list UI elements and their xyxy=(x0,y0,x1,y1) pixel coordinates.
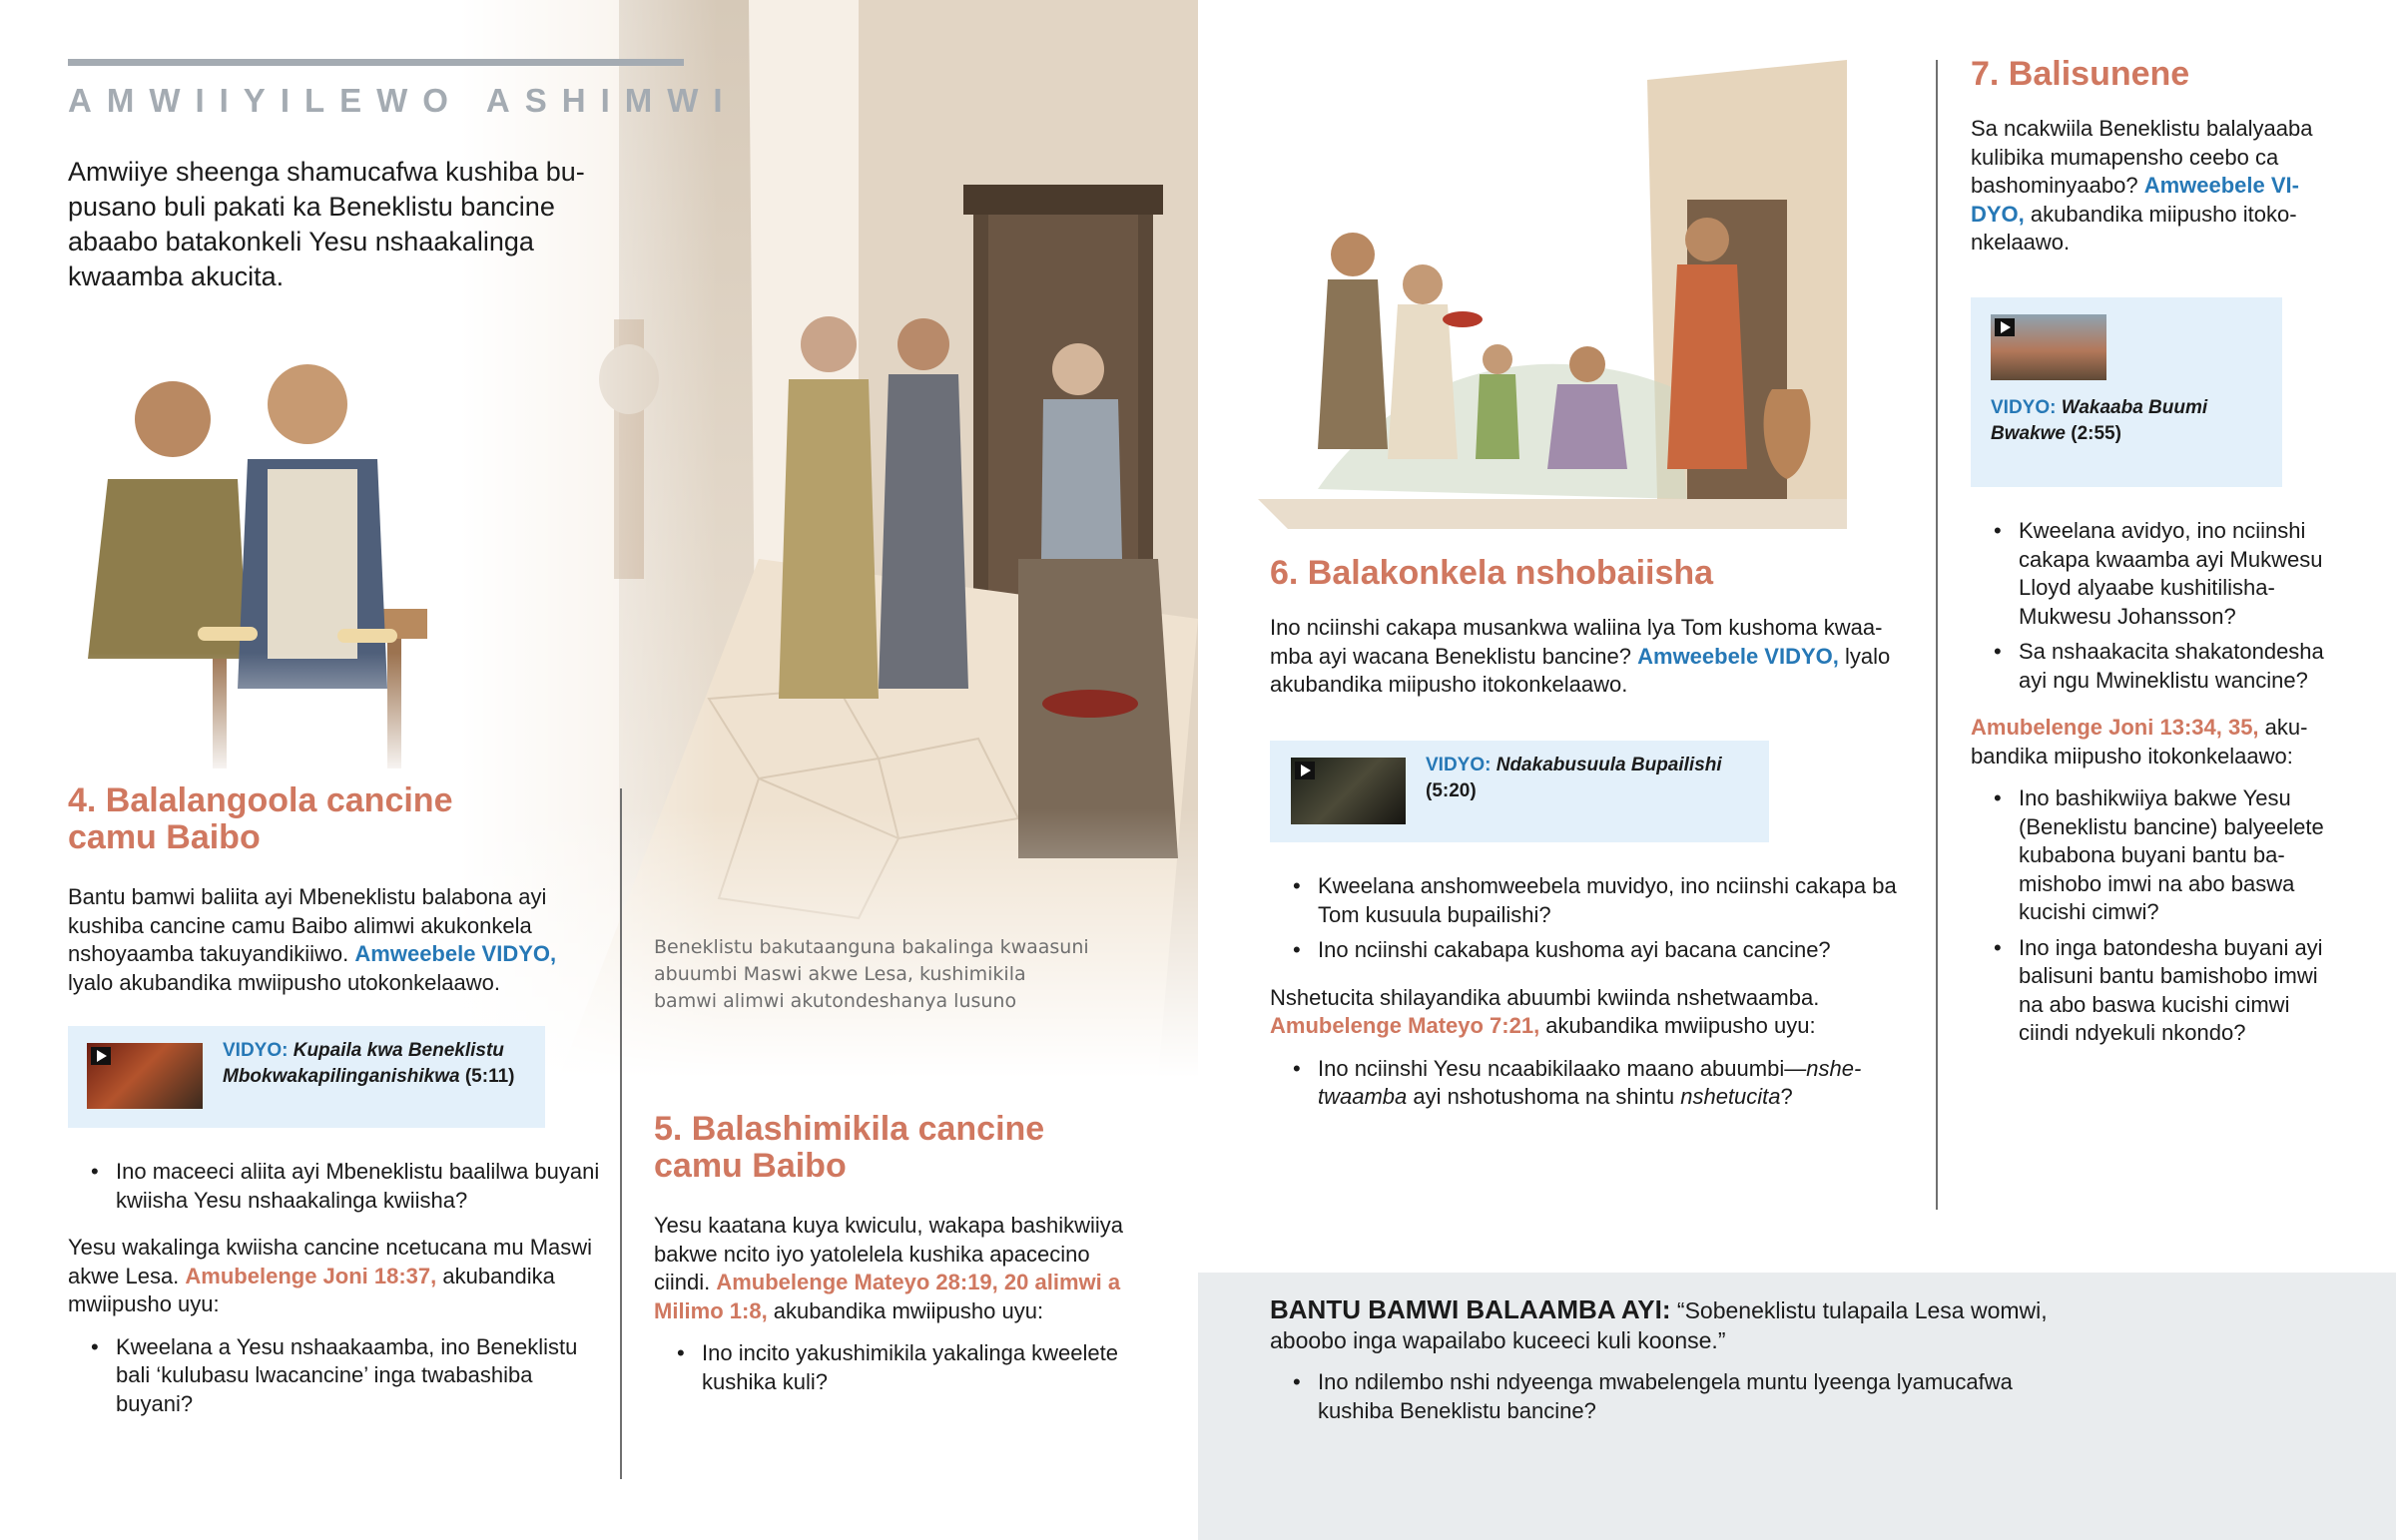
section-4-questions-1 xyxy=(68,1158,607,1215)
section-4-continued xyxy=(68,1158,607,1425)
list-item: • Sa nshaakacita shakatondesha ayi ngu Mwineklistu wancine? xyxy=(2019,638,2340,695)
column-divider-1 xyxy=(620,788,622,1479)
intro-paragraph: Amwiiye sheenga shamucafwa kushiba bupusano buli pakati ka Beneklistu bancine abaabo batakonkeli Yesu nshaakalinga kwaamba akucita. xyxy=(68,157,585,291)
section-6-questions-2 xyxy=(1270,1055,1914,1112)
list-item: • Ino nciinshi Yesu ncaabikilaako maano abuumbi—nshetwaamba ayi nshotushoma na shintu nshetucita? xyxy=(1318,1055,1914,1112)
video-box-section-4[interactable] xyxy=(68,1026,545,1128)
section-5-para: Yesu kaatana kuya kwiculu, wakapa bashikwiiya bakwe ncito iyo yatolelela kushika apacecino ciindi. Amubelenge Mateyo 28:19, 20 alimwi a Milimo 1:8, akubandika mwiipusho uyu: xyxy=(654,1213,1124,1323)
watch-video-link[interactable]: Amweebele VIDYO, xyxy=(1637,643,1839,669)
scroll-reading-illustration xyxy=(68,359,457,778)
video-caption: VIDYO: Kupaila kwa Beneklistu Mbokwakapilinganishikwa (5:11) xyxy=(223,1040,515,1087)
video-caption: VIDYO: Wakaaba Buumi Bwakwe (2:55) xyxy=(1991,397,2208,444)
others-say-statement xyxy=(1270,1294,2089,1355)
section-7-para-1: Sa ncakwiila Beneklistu balalyaaba kulibika mumapensho ceebo ca bashominyaabo? Amweebele VIDYO, akubandika miipusho itokonkelaawo. xyxy=(1971,116,2313,255)
list-item: • Ino nciinshi cakabapa kushoma ayi bacana cancine? xyxy=(1318,936,1914,965)
section-7-continued xyxy=(1971,517,2340,1055)
list-item: • Ino ndilembo nshi ndyeenga mwabelengela muntu lyeenga lyamucafwa kushiba Beneklistu bancine? xyxy=(1318,1368,2077,1425)
family-welcome-illustration xyxy=(1258,60,1847,529)
play-icon xyxy=(1995,318,2015,336)
scripture-reference[interactable]: Amubelenge Joni 18:37, xyxy=(185,1263,437,1288)
section-7-para-2: Amubelenge Joni 13:34, 35, akubandika miipusho itokonkelaawo: xyxy=(1971,715,2308,769)
section-6 xyxy=(1270,555,1914,700)
column-divider-2 xyxy=(1936,60,1938,1210)
others-say-quote: “Sobeneklistu tulapaila Lesa womwi, aboobo inga wapailabo kuceeci kuli koonse.” xyxy=(1270,1297,2048,1353)
video-thumbnail[interactable] xyxy=(87,1043,203,1109)
section-6-continued xyxy=(1270,872,1914,1119)
scripture-reference[interactable]: Amubelenge Mateyo 28:19, 20 alimwi a Milimo 1:8, xyxy=(654,1270,1121,1323)
section-4-para-1: Bantu bamwi baliita ayi Mbeneklistu balabona ayi kushiba cancine camu Baibo alimwi akukonkela nshoyaamba takuyandikiiwo. Amweebele VIDYO, lyalo akubandika mwiipusho utokonkelaawo. xyxy=(68,884,557,995)
scripture-reference[interactable]: Amubelenge Mateyo 7:21, xyxy=(1270,1013,1540,1038)
section-4 xyxy=(68,782,607,997)
list-item: • Ino bashikwiiya bakwe Yesu (Beneklistu bancine) balyeelete kubabona buyani bantu bamishobo imwi na abo baswa kucishi cimwi? xyxy=(2019,784,2340,927)
section-5 xyxy=(654,1111,1123,1403)
section-7-title: 7. Balisunene xyxy=(1971,55,2190,93)
video-caption: VIDYO: Ndakabusuula Bupailishi (5:20) xyxy=(1426,755,1722,801)
others-say-label: BANTU BAMWI BALAAMBA AYI: xyxy=(1270,1294,1671,1324)
play-icon xyxy=(91,1047,111,1065)
section-4-title: 4. Balalangoola cancine camu Baibo xyxy=(68,781,453,856)
play-icon xyxy=(1295,762,1315,779)
list-item: • Kweelana a Yesu nshaakaamba, ino Beneklistu bali ‘kulubasu lwacancine’ inga twabashiba buyani? xyxy=(116,1333,607,1419)
video-thumbnail[interactable] xyxy=(1291,758,1406,824)
section-7-questions-1 xyxy=(1971,517,2340,695)
section-6-questions-1 xyxy=(1270,872,1914,965)
list-item: • Ino incito yakushimikila yakalinga kweelete kushika kuli? xyxy=(702,1339,1123,1396)
others-say-box xyxy=(1198,1273,2396,1540)
list-item: • Kweelana avidyo, ino nciinshi cakapa kwaamba ayi Mukwesu Lloyd alyaabe kushitilisha Mukwesu Johansson? xyxy=(2019,517,2340,631)
scripture-reference[interactable]: Amubelenge Joni 13:34, 35, xyxy=(1971,715,2259,740)
section-6-para-1: Ino nciinshi cakapa musankwa waliina lya Tom kushoma kwaamba ayi wacana Beneklistu bancine? Amweebele VIDYO, lyalo akubandika miipusho itokonkelaawo. xyxy=(1270,615,1891,697)
section-4-para-2: Yesu wakalinga kwiisha cancine ncetucana mu Maswi akwe Lesa. Amubelenge Joni 18:37, akubandika mwiipusho uyu: xyxy=(68,1235,593,1316)
illustration-caption: Beneklistu bakutaanguna bakalinga kwaasuni abuumbi Maswi akwe Lesa, kushimikila bamwi alimwi akutondeshanya lusuno xyxy=(654,936,1089,1012)
section-7 xyxy=(1971,56,2340,257)
list-item: • Ino inga batondesha buyani ayi balisuni bantu bamishobo imwi na abo baswa kucishi cimwi ciindi ndyekuli nkondo? xyxy=(2019,934,2340,1048)
video-box-section-7[interactable] xyxy=(1971,297,2282,487)
others-say-questions xyxy=(1270,1368,2077,1432)
watch-video-link[interactable]: Amweebele VIDYO, xyxy=(1971,173,2299,227)
list-item: • Ino maceeci aliita ayi Mbeneklistu baalilwa buyani kwiisha Yesu nshaakalinga kwiisha? xyxy=(116,1158,607,1215)
section-6-para-2: Nshetucita shilayandika abuumbi kwiinda nshetwaamba. Amubelenge Mateyo 7:21, akubandika mwiipusho uyu: xyxy=(1270,984,1820,1038)
list-item: • Kweelana anshomweebela muvidyo, ino nciinshi cakapa ba Tom kusuula bupailishi? xyxy=(1318,872,1914,929)
kicker-heading: AMWIIYILEWO ASHIMWI xyxy=(68,82,738,119)
section-6-title: 6. Balakonkela nshobaiisha xyxy=(1270,554,1714,592)
section-5-title: 5. Balashimikila cancine camu Baibo xyxy=(654,1110,1045,1185)
section-4-questions-2 xyxy=(68,1333,607,1419)
watch-video-link[interactable]: Amweebele VIDYO, xyxy=(354,941,557,966)
top-rule xyxy=(68,59,684,66)
video-box-section-6[interactable] xyxy=(1270,741,1769,842)
section-5-questions xyxy=(654,1339,1123,1396)
section-7-questions-2 xyxy=(1971,784,2340,1048)
video-thumbnail[interactable] xyxy=(1991,314,2106,380)
